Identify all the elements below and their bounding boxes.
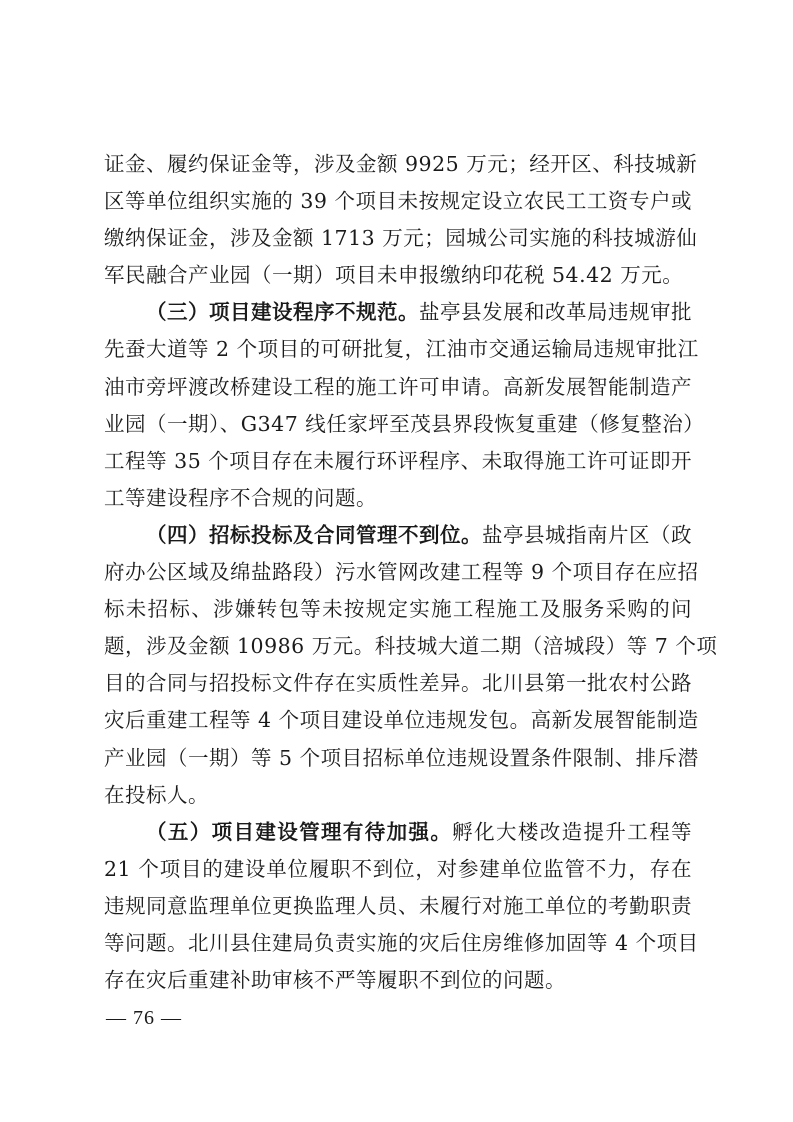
section-4-first-line (104, 517, 692, 554)
paragraph-line: 题，涉及金额 10986 万元。科技城大道二期（涪城段）等 7 个项 (104, 634, 718, 659)
page-number: — 76 — (106, 1007, 182, 1029)
paragraph-line: 灾后重建工程等 4 个项目建设单位违规发包。高新发展智能制造 (104, 708, 699, 733)
section-4-heading: （四）招标投标及合同管理不到位。 (146, 522, 482, 547)
paragraph-line: 府办公区域及绵盐路段）污水管网改建工程等 9 个项目存在应招 (104, 560, 699, 585)
section-5-first-line (104, 814, 692, 851)
paragraph-line: 21 个项目的建设单位履职不到位，对参建单位监管不力，存在 (104, 856, 692, 881)
section-3-first-line (104, 294, 692, 331)
paragraph-line: 标未招标、涉嫌转包等未按规定实施工程施工及服务采购的问 (104, 597, 692, 622)
paragraph-line: 油市旁坪渡改桥建设工程的施工许可申请。高新发展智能制造产 (104, 374, 692, 399)
paragraph-line: 先蚕大道等 2 个项目的可研批复，江油市交通运输局违规审批江 (104, 337, 699, 362)
paragraph-line: 违规同意监理单位更换监理人员、未履行对施工单位的考勤职责 (104, 893, 692, 918)
paragraph-line: 工程等 35 个项目存在未履行环评程序、未取得施工许可证即开 (104, 448, 692, 473)
body-text (104, 146, 718, 999)
paragraph-line: 目的合同与招投标文件存在实质性差异。北川县第一批农村公路 (104, 671, 692, 696)
paragraph-line: 业园（一期）、G347 线任家坪至茂县界段恢复重建（修复整治） (104, 411, 705, 436)
paragraph-line: 在投标人。 (104, 782, 209, 807)
paragraph-line: 存在灾后重建补助审核不严等履职不到位的问题。 (104, 968, 566, 993)
section-4-text: 盐亭县城指南片区（政 (482, 522, 692, 547)
section-3-text: 盐亭县发展和改革局违规审批 (419, 300, 692, 325)
section-3-heading: （三）项目建设程序不规范。 (146, 300, 419, 325)
paragraph-line: 军民融合产业园（一期）项目未申报缴纳印花税 54.42 万元。 (104, 263, 684, 288)
paragraph-line: 等问题。北川县住建局负责实施的灾后住房维修加固等 4 个项目 (104, 930, 699, 955)
paragraph-line: 缴纳保证金，涉及金额 1713 万元；园城公司实施的科技城游仙 (104, 226, 698, 251)
section-5-text: 孵化大楼改造提升工程等 (452, 819, 692, 844)
paragraph-line: 产业园（一期）等 5 个项目招标单位违规设置条件限制、排斥潜 (104, 745, 699, 770)
section-5-heading: （五）项目建设管理有待加强。 (146, 819, 453, 844)
paragraph-line: 证金、履约保证金等，涉及金额 9925 万元；经开区、科技城新 (104, 152, 698, 176)
paragraph-line: 区等单位组织实施的 39 个项目未按规定设立农民工工资专户或 (104, 189, 692, 214)
paragraph-line: 工等建设程序不合规的问题。 (104, 485, 377, 510)
